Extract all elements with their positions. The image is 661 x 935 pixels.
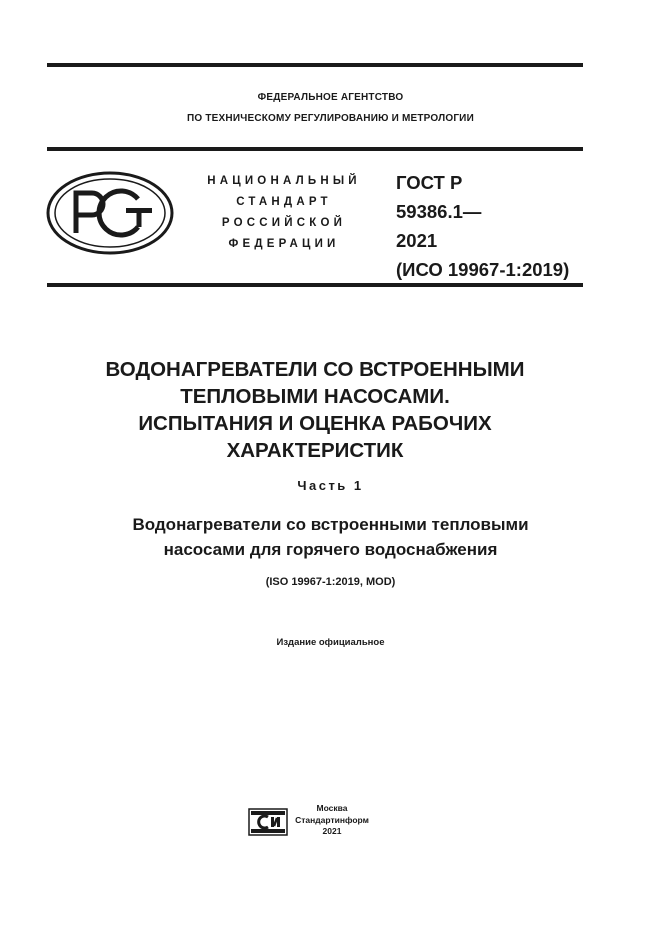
title-line: ИСПЫТАНИЯ И ОЦЕНКА РАБОЧИХ [138,412,492,435]
document-title [60,356,570,464]
iso-reference: (ISO 19967-1:2019, MOD) [265,576,396,588]
document-subtitle [40,512,621,562]
standartinform-logo-icon [248,808,288,836]
publisher-year: 2021 [322,826,342,836]
title-line: ВОДОНАГРЕВАТЕЛИ СО ВСТРОЕННЫМИ [105,358,525,381]
national-line: НАЦИОНАЛЬНЫЙ [207,175,361,187]
block-rule [47,283,583,287]
national-line: ФЕДЕРАЦИИ [228,238,340,250]
gost-line: ГОСТ Р [396,172,463,193]
agency-line-2: ПО ТЕХНИЧЕСКОМУ РЕГУЛИРОВАНИЮ И МЕТРОЛОГИИ [187,113,474,124]
publisher-block [292,803,372,838]
part-label: Часть 1 [297,478,364,493]
national-standard-label [195,171,373,255]
gost-line: 59386.1— [396,201,482,222]
publisher-name: Стандартинформ [295,814,369,825]
agency-line-1: ФЕДЕРАЛЬНОЕ АГЕНТСТВО [257,92,404,103]
title-line: ТЕПЛОВЫМИ НАСОСАМИ. [180,385,450,408]
subtitle-line: насосами для горячего водоснабжения [163,540,498,559]
national-line: СТАНДАРТ [236,196,332,208]
subtitle-line: Водонагреватели со встроенными тепловыми [132,515,529,534]
gost-designation [396,168,569,284]
gost-line: (ИСО 19967-1:2019) [396,259,570,280]
top-rule [47,63,583,67]
header-rule [47,147,583,151]
title-line: ХАРАКТЕРИСТИК [226,439,404,462]
publisher-city: Москва [316,803,348,813]
gost-line: 2021 [396,230,438,251]
edition-label: Издание официальное [276,637,385,648]
national-line: РОССИЙСКОЙ [221,217,347,229]
rst-certification-mark-icon [46,171,174,255]
